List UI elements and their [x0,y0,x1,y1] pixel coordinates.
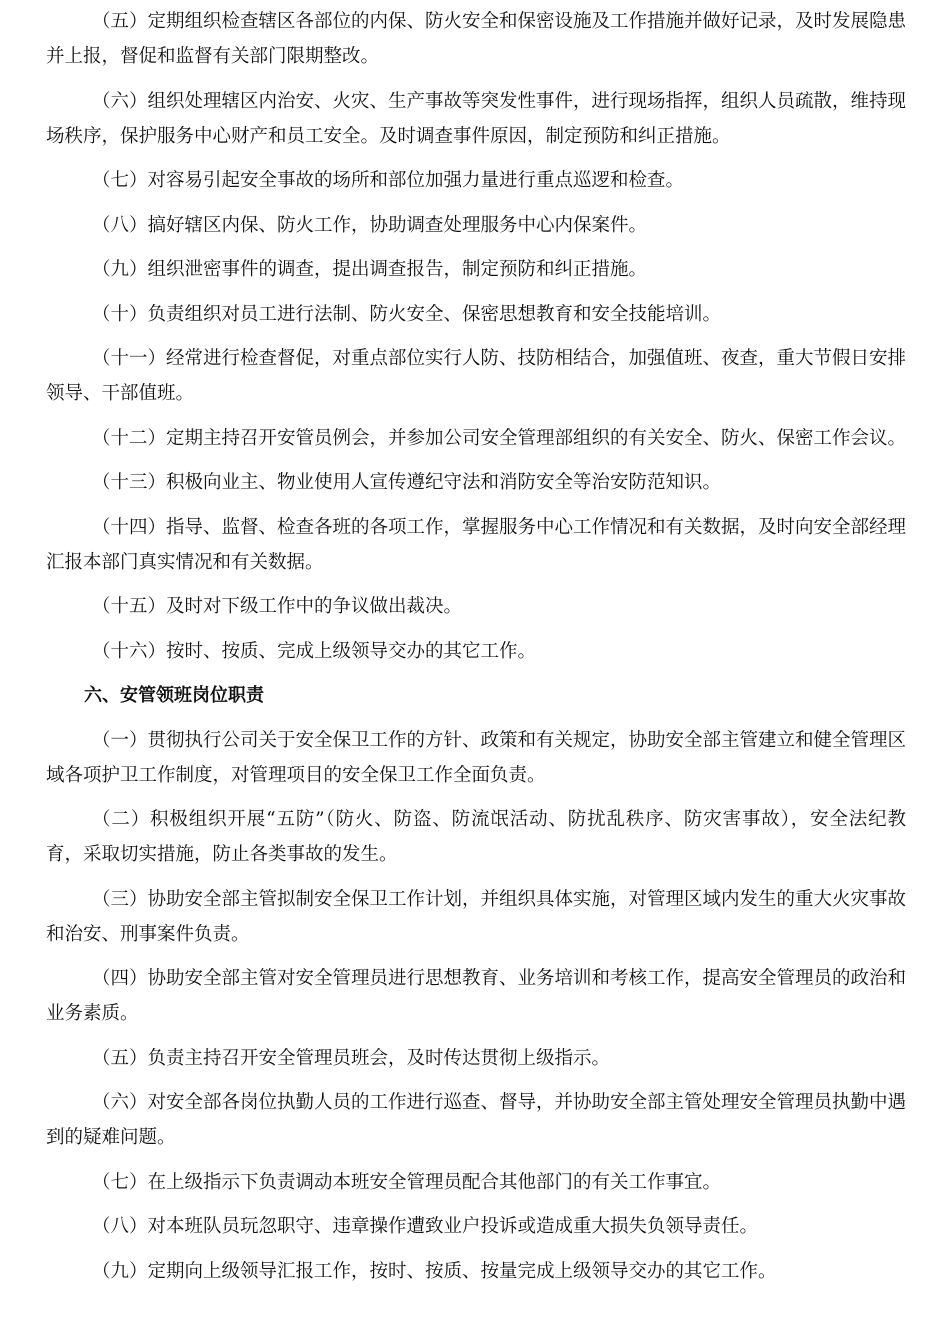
duty-paragraph: （十二）定期主持召开安管员例会，并参加公司安全管理部组织的有关安全、防火、保密工作会议。 [92,427,907,449]
duty-paragraph: （十一）经常进行检查督促，对重点部位实行人防、技防相结合，加强值班、夜查，重大节假日安排领导、干部值班。 [46,348,907,404]
duty-paragraph: （六）对安全部各岗位执勤人员的工作进行巡查、督导，并协助安全部主管处理安全管理员执勤中遇到的疑难问题。 [46,1092,907,1148]
duty-paragraph: （四）协助安全部主管对安全管理员进行思想教育、业务培训和考核工作，提高安全管理员的政治和业务素质。 [46,968,907,1024]
duty-paragraph: （十）负责组织对员工进行法制、防火安全、保密思想教育和安全技能培训。 [92,303,722,325]
duty-paragraph: （二）积极组织开展“五防”（防火、防盗、防流氓活动、防扰乱秩序、防灾害事故），安全法纪教育，采取切实措施，防止各类事故的发生。 [46,809,906,865]
duty-paragraph: （七）在上级指示下负责调动本班安全管理员配合其他部门的有关工作事宜。 [92,1171,722,1193]
duty-paragraph: （十五）及时对下级工作中的争议做出裁决。 [92,596,463,617]
duty-paragraph: （六）组织处理辖区内治安、火灾、生产事故等突发性事件，进行现场指挥，组织人员疏散，维持现场秩序，保护服务中心财产和员工安全。及时调查事件原因，制定预防和纠正措施。 [46,90,907,147]
section-heading: 六、安管领班岗位职责 [84,685,264,706]
duty-paragraph: （九）定期向上级领导汇报工作，按时、按质、按量完成上级领导交办的其它工作。 [92,1260,777,1282]
duty-paragraph: （九）组织泄密事件的调查，提出调查报告，制定预防和纠正措施。 [92,259,648,280]
duty-paragraph: （八）对本班队员玩忽职守、违章操作遭致业户投诉或造成重大损失负领导责任。 [92,1216,759,1237]
duty-paragraph: （十四）指导、监督、检查各班的各项工作，掌握服务中心工作情况和有关数据，及时向安全部经理汇报本部门真实情况和有关数据。 [46,516,907,573]
duty-paragraph: （八）搞好辖区内保、防火工作，协助调查处理服务中心内保案件。 [92,214,648,236]
duty-paragraph: （三）协助安全部主管拟制安全保卫工作计划，并组织具体实施，对管理区域内发生的重大火灾事故和治安、刑事案件负责。 [46,888,907,945]
duty-paragraph: （七）对容易引起安全事故的场所和部位加强力量进行重点巡逻和检查。 [92,170,685,191]
duty-paragraph: （五）定期组织检查辖区各部位的内保、防火安全和保密设施及工作措施并做好记录，及时发展隐患并上报，督促和监督有关部门限期整改。 [46,11,907,67]
duty-paragraph: （五）负责主持召开安全管理员班会，及时传达贯彻上级指示。 [92,1047,611,1069]
duty-paragraph: （十三）积极向业主、物业使用人宣传遵纪守法和消防安全等治安防范知识。 [92,472,722,493]
duty-paragraph: （十六）按时、按质、完成上级领导交办的其它工作。 [92,640,537,662]
duty-paragraph: （一）贯彻执行公司关于安全保卫工作的方针、政策和有关规定，协助安全部主管建立和健全管理区域各项护卫工作制度，对管理项目的安全保卫工作全面负责。 [46,729,907,786]
